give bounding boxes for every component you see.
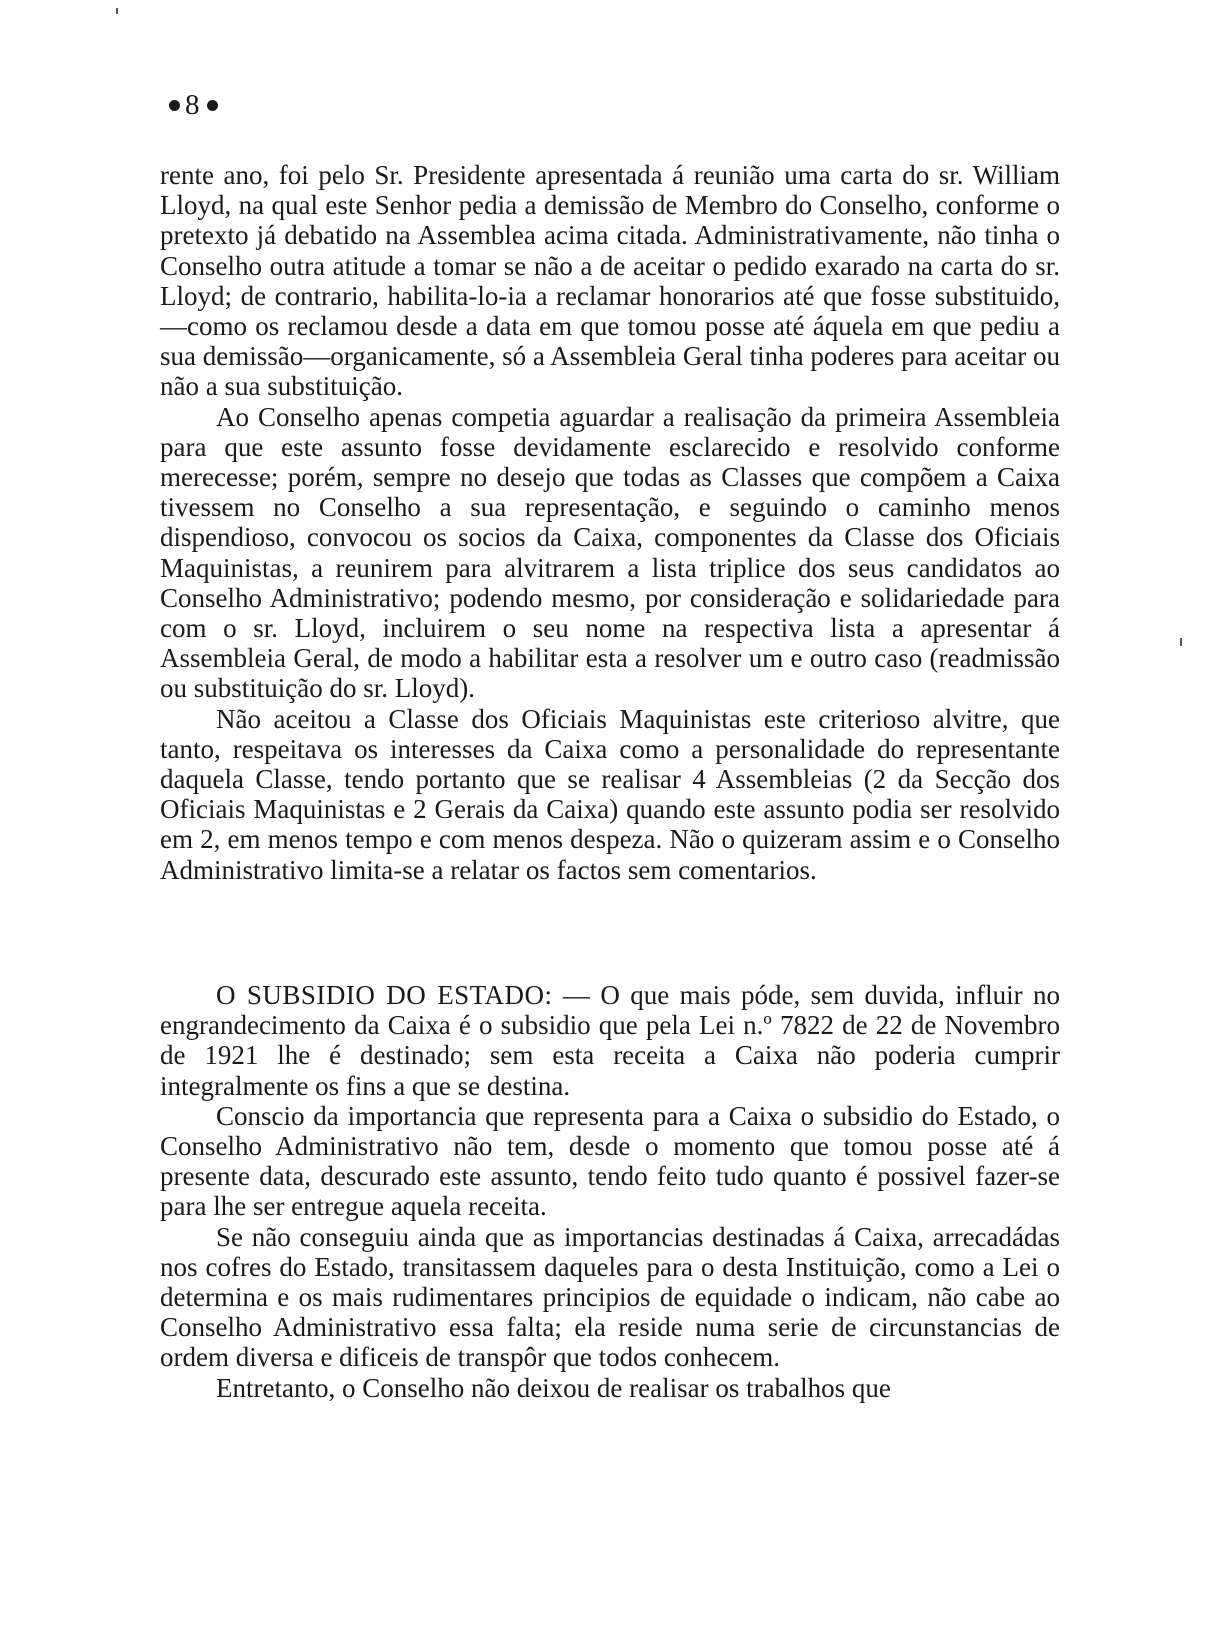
paragraph: Se não conseguiu ainda que as importancias destinadas á Caixa, arrecadádas nos cofres do Estado, transitassem daqueles para o desta Instituição, como a Lei o determina e os mais rudimentares principios de equidade o indicam, não cabe ao Conselho Administrativo essa falta; ela reside numa serie de circunstancias de ordem diversa e dificeis de transpôr que todos conhecem. [160,1221,1060,1373]
section-heading-separator: — [552,980,601,1010]
page-number-left-bullet [169,100,180,111]
scan-mark-right [1180,638,1182,646]
paragraph: Conscio da importancia que representa para a Caixa o subsidio do Estado, o Conselho Administrativo não tem, desde o momento que tomou posse até á presente data, descurado este assunto, tendo feito tudo quanto é possivel fazer-se para lhe ser entregue aquela receita. [160,1100,1060,1222]
section-lead-paragraph [160,980,1060,1101]
paragraph: Não aceitou a Classe dos Oficiais Maquinistas este criterioso alvitre, que tanto, respeitava os interesses da Caixa como a personalidade do representante daquela Classe, tendo portanto que se realisar 4 Assembleias (2 da Secção dos Oficiais Maquinistas e 2 Gerais da Caixa) quando este assunto podia ser resolvido em 2, em menos tempo e com menos despeza. Não o quizeram assim e o Conselho Administrativo limita-se a relatar os factos sem comentarios. [160,703,1060,885]
page-number-right-bullet [207,100,218,111]
paragraph-continuation: rente ano, foi pelo Sr. Presidente apresentada á reunião uma carta do sr. William Lloyd, na qual este Senhor pedia a demissão de Membro do Conselho, conforme o pretexto já debatido na Assemblea acima citada. Administrativamente, não tinha o Conselho outra atitude a tomar se não a de aceitar o pedido exarado na carta do sr. Lloyd; de contrario, habilita-lo-ia a reclamar honorarios até que fosse substituido,—como os reclamou desde a data em que tomou posse até áquela em que pediu a sua demissão—organicamente, só a Assembleia Geral tinha poderes para aceitar ou não a sua substituição. [160,160,1060,402]
page-number-value: 8 [185,89,202,121]
page-number [164,88,223,122]
section-lead-text: O que mais póde, sem duvida, influir no engrandecimento da Caixa é o subsidio que pela Lei n.º 7822 de 22 de Novembro de 1921 lhe é destinado; sem esta receita a Caixa não poderia cumprir integralmente os fins a que se destina. [160,980,1060,1101]
section-heading: O SUBSIDIO DO ESTADO: [216,980,553,1010]
body-text-top [160,160,1060,885]
paragraph: Ao Conselho apenas competia aguardar a realisação da primeira Assembleia para que este assunto fosse devidamente esclarecido e resolvido conforme merecesse; porém, sempre no desejo que todas as Classes que compõem a Caixa tivessem no Conselho a sua representação, e seguindo o caminho menos dispendioso, convocou os socios da Caixa, componentes da Classe dos Oficiais Maquinistas, a reunirem para alvitrarem a lista triplice dos seus candidatos ao Conselho Administrativo; podendo mesmo, por consideração e solidariedade para com o sr. Lloyd, incluirem o seu nome na respectiva lista a apresentar á Assembleia Geral, de modo a habilitar esta a resolver um e outro caso (readmissão ou substituição do sr. Lloyd). [160,401,1060,704]
section-subsidio [160,980,1060,1403]
paragraph-truncated: Entretanto, o Conselho não deixou de realisar os trabalhos que [216,1372,891,1403]
scan-mark-top [116,8,118,14]
